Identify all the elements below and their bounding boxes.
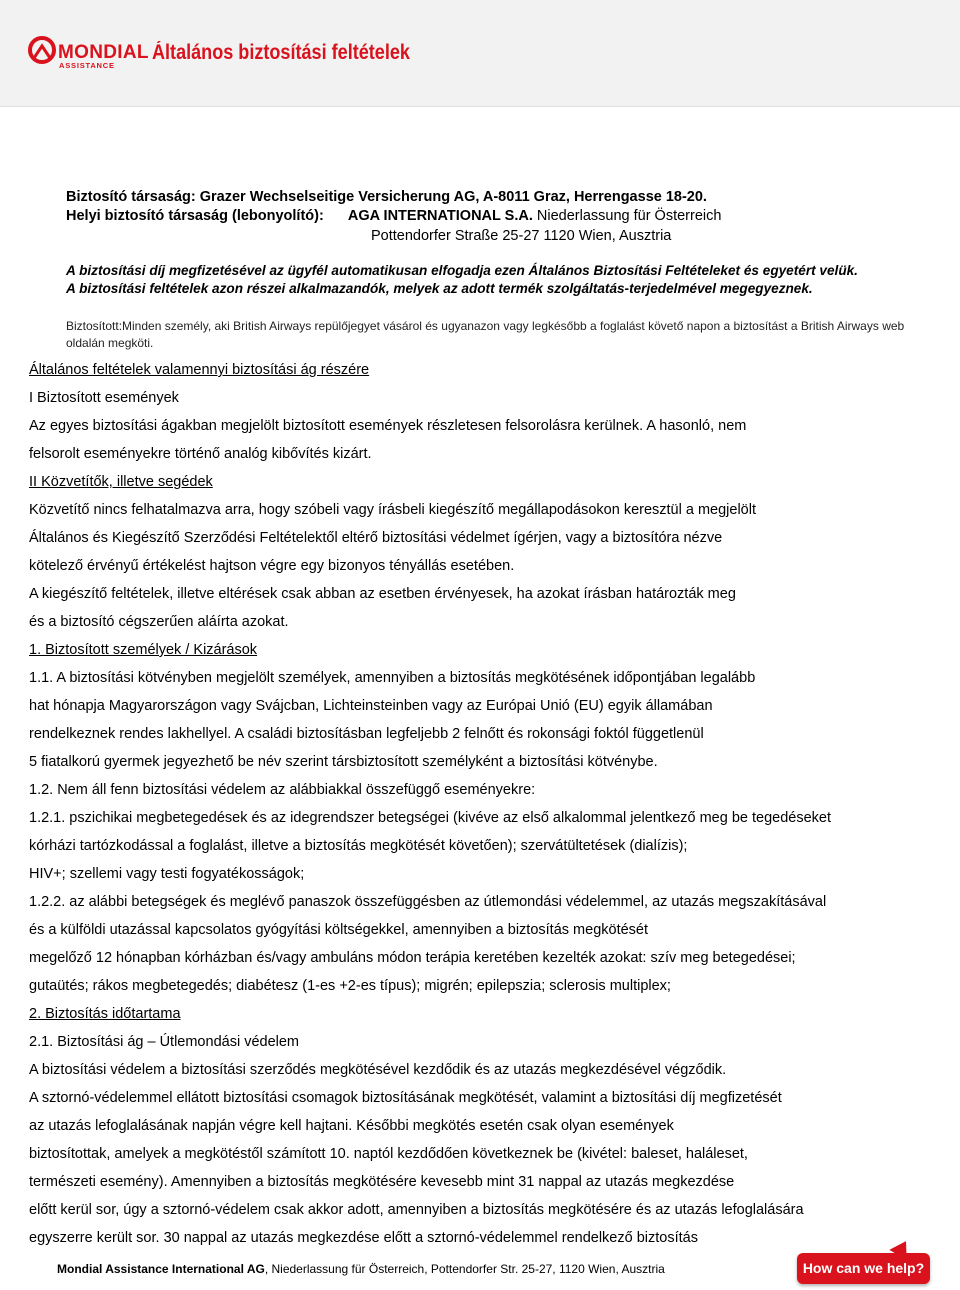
section-heading: 1. Biztosított személyek / Kizárások xyxy=(29,642,258,658)
body-line: A kiegészítő feltételek, illetve eltérések csak abban az esetben érvényesek, ha azokat írásban határozták meg xyxy=(29,586,736,602)
section-heading: Általános feltételek valamennyi biztosítási ág részére xyxy=(29,362,370,378)
body-line: biztosítottak, amelyek a megkötéstől számított 10. naptól kezdődően következnek be (kivétel: baleset, haláleset, xyxy=(29,1146,748,1162)
page-header xyxy=(0,0,960,107)
body-line: Közvetítő nincs felhatalmazva arra, hogy szóbeli vagy írásbeli kiegészítő megállapodásokon keresztül a megjelölt xyxy=(29,502,756,518)
help-button[interactable]: How can we help? xyxy=(797,1253,930,1284)
body-line: és a külföldi utazással kapcsolatos gyógyítási költségekkel, amennyiben a biztosítás megkötését xyxy=(29,922,649,938)
intro-text xyxy=(66,262,906,298)
body-line: 1.2. Nem áll fenn biztosítási védelem az alábbiakkal összefüggő eseményekre: xyxy=(29,782,536,798)
body-line: 1.1. A biztosítási kötvényben megjelölt személyek, amennyiben a biztosítás megkötésének időpontjában legalább xyxy=(29,670,756,686)
body-line: és a biztosító cégszerűen aláírta azokat. xyxy=(29,614,289,630)
section-heading: I Biztosított események xyxy=(29,390,179,406)
insured-definition: Biztosított:Minden személy, aki British Airways repülőjegyet vásárol és ugyanazon vagy legkésőbb a foglalást követő napon a biztosítást a British Airways web oldalán megköti. xyxy=(66,319,905,350)
local-insurer-company: AGA INTERNATIONAL S.A. xyxy=(347,208,533,224)
footer xyxy=(57,1262,665,1276)
footer-address: , Niederlassung für Österreich, Pottendorfer Str. 25-27, 1120 Wien, Ausztria xyxy=(264,1262,665,1276)
insurer-line-1: Biztosító társaság: Grazer Wechselseitige Versicherung AG, A-8011 Graz, Herrengasse 18-20. xyxy=(66,189,707,205)
body-line: A sztornó-védelemmel ellátott biztosítási csomagok biztosításának megkötését, valamint a biztosítási díj megfizetését xyxy=(29,1090,782,1106)
local-insurer-branch: Niederlassung für Österreich xyxy=(532,208,722,224)
logo-sub: ASSISTANCE xyxy=(59,61,115,70)
section-heading: 2. Biztosítás időtartama xyxy=(29,1006,181,1022)
document-body xyxy=(29,356,934,1252)
mondial-logo-icon xyxy=(28,36,56,64)
footer-company: Mondial Assistance International AG xyxy=(57,1262,265,1276)
local-insurer-label: Helyi biztosító társaság (lebonyolító): xyxy=(66,208,324,224)
body-line: kötelező érvényű értékelést hajtson végre egy bizonyos tényállás esetében. xyxy=(29,558,515,574)
body-line: 1.2.2. az alábbi betegségek és meglévő panaszok összefüggésben az útlemondási védelemmel, az utazás megszakításával xyxy=(29,894,827,910)
body-line: felsorolt eseményekre történő analóg kibővítés kizárt. xyxy=(29,446,372,462)
body-line: természeti esemény). Amennyiben a biztosítás megkötésére kevesebb mint 31 nappal az utazás megkezdése xyxy=(29,1174,735,1190)
intro-paragraph-1: A biztosítási díj megfizetésével az ügyfél automatikusan elfogadja ezen Általános Biztosítási Feltételeket és egyetért velük. xyxy=(66,263,858,278)
logo-name: MONDIAL xyxy=(58,42,149,63)
body-line: hat hónapja Magyarországon vagy Svájcban, Lichteinsteinben vagy az Európai Unió (EU) egyik államában xyxy=(29,698,713,714)
body-line: 1.2.1. pszichikai megbetegedések és az idegrendszer betegségei (kivéve az első alkalommal jelentkező meg be tegedéseket xyxy=(29,810,831,826)
body-line: Általános és Kiegészítő Szerződési Feltételektől eltérő biztosítási védelmet ígérjen, vagy a biztosítóra nézve xyxy=(29,530,723,546)
intro-paragraph-2: A biztosítási feltételek azon részei alkalmazandók, melyek az adott termék szolgáltatás-terjedelmével megegyeznek. xyxy=(66,281,813,296)
insurer-line-2 xyxy=(66,207,721,225)
insurer-address: Pottendorfer Straße 25-27 1120 Wien, Ausztria xyxy=(371,228,672,244)
body-line: előtt kerül sor, úgy a sztornó-védelem csak akkor adott, amennyiben a biztosítás megkötésére és az utazás lefoglalására xyxy=(29,1202,804,1218)
section-heading: II Közvetítők, illetve segédek xyxy=(29,474,213,490)
body-line: 5 fiatalkorú gyermek jegyezhető be név szerint társbiztosított személyként a biztosítási kötvénybe. xyxy=(29,754,658,770)
page-title: Általános biztosítási feltételek xyxy=(152,41,410,64)
body-line: gutaütés; rákos megbetegedés; diabétesz (1-es +2-es típus); migrén; epilepszia; sclerosis multiplex; xyxy=(29,978,671,994)
body-line: A biztosítási védelem a biztosítási szerződés megkötésével kezdődik és az utazás megkezdésével végződik. xyxy=(29,1062,727,1078)
body-line: megelőző 12 hónapban kórházban és/vagy ambuláns módon terápia keretében kezelték azokat: szív meg betegedései; xyxy=(29,950,796,966)
body-line: Az egyes biztosítási ágakban megjelölt biztosított események részletesen felsorolásra kerülnek. A hasonló, nem xyxy=(29,418,747,434)
body-line: 2.1. Biztosítási ág – Útlemondási védelem xyxy=(29,1034,299,1050)
body-line: az utazás lefoglalásának napján végre kell hajtani. Későbbi megkötés esetén csak olyan események xyxy=(29,1118,674,1134)
body-line: kórházi tartózkodással a foglalást, illetve a biztosítás megkötését követően); szervátültetések (dialízis); xyxy=(29,838,688,854)
body-line: rendelkeznek rendes lakhellyel. A családi biztosításban legfeljebb 2 felnőtt és rokonsági foktól függetlenül xyxy=(29,726,704,742)
body-line: egyszerre került sor. 30 nappal az utazás megkezdése előtt a sztornó-védelemmel rendelkező biztosítás xyxy=(29,1230,698,1246)
body-line: HIV+; szellemi vagy testi fogyatékosságok; xyxy=(29,866,305,882)
